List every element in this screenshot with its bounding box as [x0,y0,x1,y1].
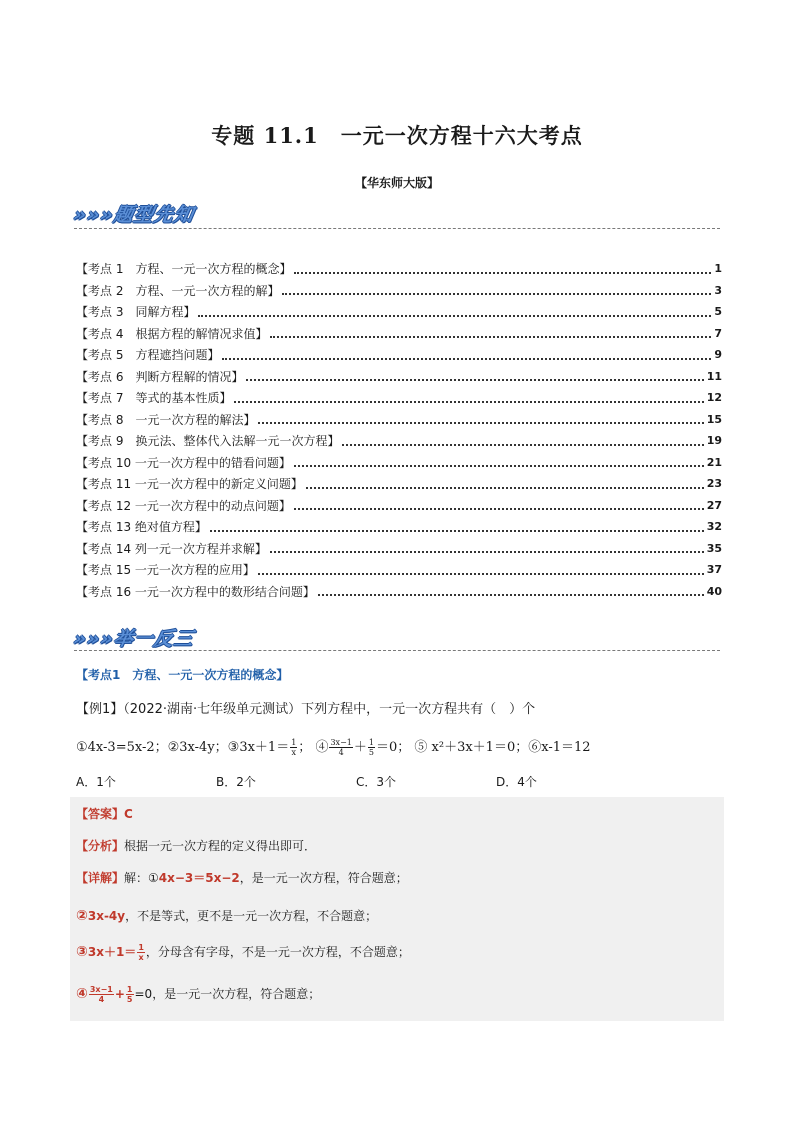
answer-line: 【答案】C [76,807,133,821]
fraction: $\frac{3x-1}{4}$ [89,985,113,1004]
toc-page-number: 5 [714,305,722,319]
toc-leader-dots [222,358,711,360]
toc-item[interactable] [76,473,722,495]
toc-item[interactable] [76,559,722,581]
equation-4: ④ [315,740,329,755]
toc-item[interactable] [76,409,722,431]
toc-item-label: 【考点 4 根据方程的解情况求值】 [76,326,268,341]
option-a[interactable]: A．1个 [76,775,116,789]
example-label: 【例1】 [76,702,124,717]
equation-5: ⑤ x²＋3x＋1＝0； [414,740,529,755]
toc-item-label: 【考点 11 一元一次方程中的新定义问题】 [76,477,303,492]
toc-item-label: 【考点 2 方程、一元一次方程的解】 [76,283,280,298]
toc-item-label: 【考点 14 列一元一次方程并求解】 [76,541,267,556]
toc-item[interactable] [76,581,722,603]
toc-item[interactable] [76,258,722,280]
toc-leader-dots [270,551,704,553]
section-heading: 【考点1 方程、一元一次方程的概念】 [76,668,289,682]
solution-box [70,797,724,1021]
toc-leader-dots [258,422,703,424]
toc-item[interactable] [76,538,722,560]
equation-2: ②3x-4y； [167,740,228,755]
banner-divider [74,228,720,229]
equation-1: ①4x-3=5x-2； [76,740,168,755]
toc-item[interactable] [76,387,722,409]
option-b[interactable]: B．2个 [216,775,256,789]
edition-label: 【华东师大版】 [354,176,439,190]
equation-6: ⑥x-1＝12 [528,740,591,755]
toc-item[interactable] [76,280,722,302]
answer-options [76,773,676,790]
toc-page-number: 1 [714,262,722,276]
fraction: $\frac{3x-1}{4}$ [330,738,352,757]
example-source: （2022·湖南·七年级单元测试） [123,702,302,717]
toc-leader-dots [318,594,704,596]
answer-value: C [124,807,133,821]
toc-item[interactable] [76,430,722,452]
toc-page-number: 9 [714,348,722,362]
fraction: $\frac{1}{x}$ [138,943,144,962]
toc-item[interactable] [76,366,722,388]
table-of-contents [76,258,722,602]
toc-leader-dots [198,315,711,317]
toc-item-label: 【考点 10 一元一次方程中的错看问题】 [76,455,291,470]
option-d[interactable]: D．4个 [496,775,537,789]
example-question [76,698,535,717]
toc-leader-dots [294,272,711,274]
equation-list: ①4x-3=5x-2；②3x-4y；③3x＋1＝ $\frac{1}{x}$ ； ④ $\frac{3x-1}{4}$ ＋ $\frac{1}{5}$ ＝0； ⑤ x²＋3x＋1＝0；⑥x-1＝12 [76,738,591,757]
equation-3: ③3x＋1＝ [227,740,290,755]
banner-divider [74,650,720,651]
banner-preview: »»»题型先知 [71,204,196,226]
detail-line-1: 【详解】解：①4x−3＝5x−2，是一元一次方程，符合题意； [76,871,408,885]
fraction: $\frac{1}{5}$ [368,738,374,757]
toc-item[interactable] [76,323,722,345]
toc-leader-dots [258,573,704,575]
toc-item-label: 【考点 9 换元法、整体代入法解一元一次方程】 [76,434,340,449]
toc-page-number: 40 [706,584,722,598]
toc-item-label: 【考点 1 方程、一元一次方程的概念】 [76,262,292,277]
toc-item[interactable] [76,516,722,538]
toc-item-label: 【考点 15 一元一次方程的应用】 [76,563,255,578]
toc-leader-dots [294,508,704,510]
detail-line-3: ③3x＋1＝ $\frac{1}{x}$ ，分母含有字母，不是一元一次方程，不合题意； [76,943,410,962]
toc-leader-dots [282,293,711,295]
toc-leader-dots [210,530,704,532]
toc-item-label: 【考点 13 绝对值方程】 [76,520,207,535]
toc-leader-dots [306,487,704,489]
toc-leader-dots [342,444,703,446]
fraction: $\frac{1}{5}$ [126,985,133,1004]
toc-item[interactable] [76,344,722,366]
toc-item[interactable] [76,452,722,474]
toc-page-number: 19 [706,434,722,448]
toc-item-label: 【考点 12 一元一次方程中的动点问题】 [76,498,291,513]
toc-item-label: 【考点 3 同解方程】 [76,305,196,320]
detail-line-4: ④ $\frac{3x-1}{4}$ + $\frac{1}{5}$ =0，是一元一次方程，符合题意； [76,985,321,1004]
toc-leader-dots [270,336,711,338]
analysis-line: 【分析】根据一元一次方程的定义得出即可． [76,839,317,853]
example-text: 下列方程中，一元一次方程共有（ ）个 [301,702,536,717]
toc-page-number: 15 [706,412,722,426]
toc-item-label: 【考点 7 等式的基本性质】 [76,391,232,406]
fraction: $\frac{1}{x}$ [291,738,297,757]
toc-leader-dots [294,465,704,467]
page-title: 专题 11.1 一元一次方程十六大考点 [211,123,583,148]
toc-page-number: 3 [714,283,722,297]
toc-page-number: 27 [706,498,722,512]
toc-item-label: 【考点 5 方程遮挡问题】 [76,348,220,363]
banner-examples: »»»举一反三 [71,628,196,650]
toc-page-number: 11 [706,369,722,383]
toc-page-number: 32 [706,520,722,534]
toc-item-label: 【考点 8 一元一次方程的解法】 [76,412,256,427]
toc-page-number: 21 [706,455,722,469]
toc-leader-dots [246,379,703,381]
toc-item[interactable] [76,301,722,323]
toc-item[interactable] [76,495,722,517]
toc-page-number: 37 [706,563,722,577]
option-c[interactable]: C．3个 [356,775,397,789]
toc-page-number: 35 [706,541,722,555]
toc-page-number: 23 [706,477,722,491]
toc-page-number: 12 [706,391,722,405]
toc-leader-dots [234,401,703,403]
detail-line-2: ②3x-4y，不是等式，更不是一元一次方程，不合题意； [76,908,378,924]
toc-page-number: 7 [714,326,722,340]
toc-item-label: 【考点 16 一元一次方程中的数形结合问题】 [76,584,315,599]
toc-item-label: 【考点 6 判断方程解的情况】 [76,369,244,384]
